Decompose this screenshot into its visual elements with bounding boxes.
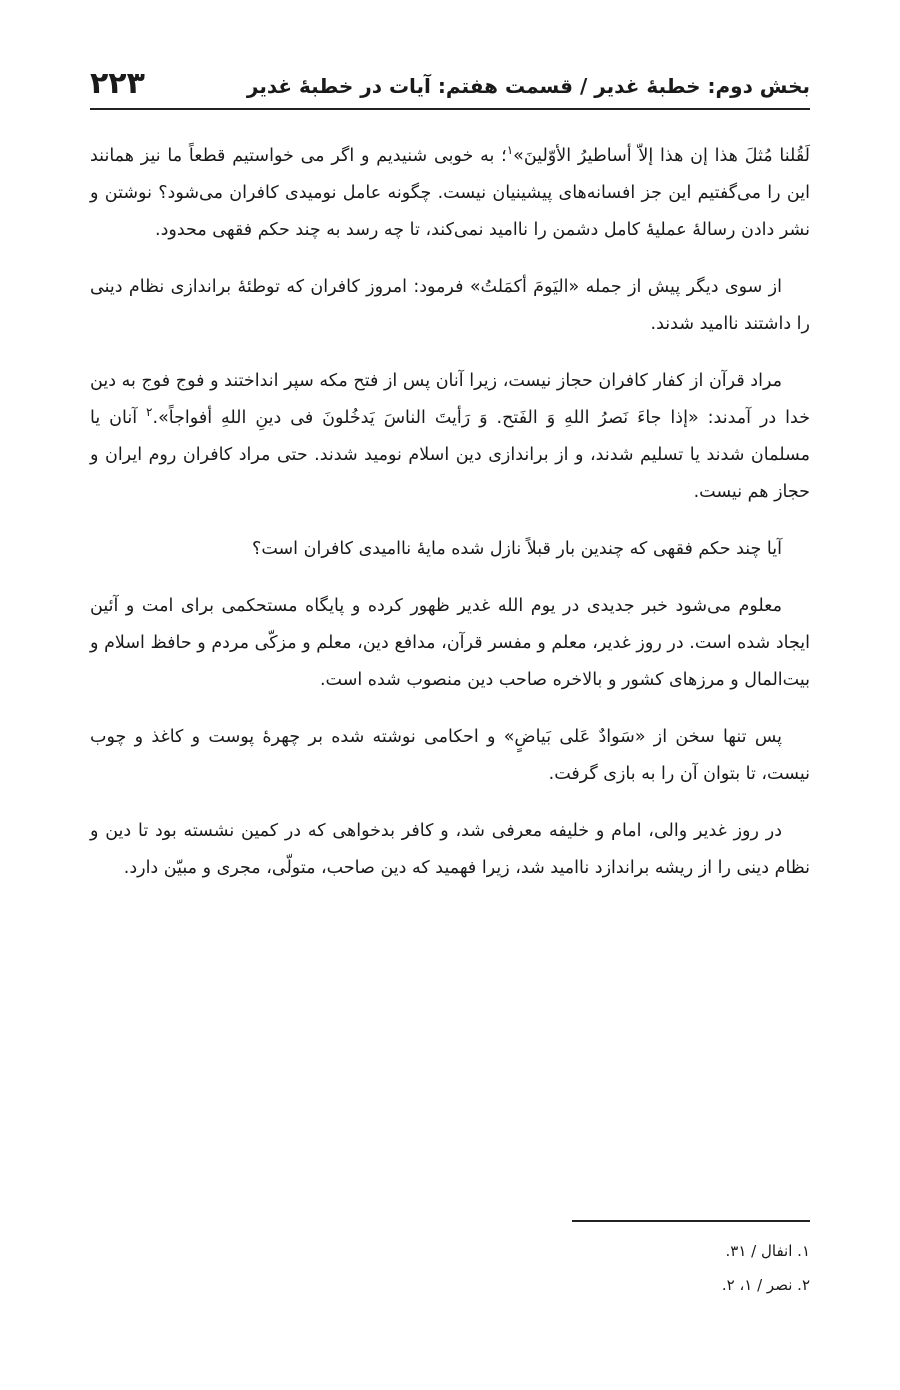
paragraph-text: معلوم می‌شود خبر جدیدی در یوم الله غدیر ظهور کرده و پایگاه مستحکمی برای امت و آئین ایجاد شده است. در روز غدیر، معلم و مفسر قرآن، مدافع دین، معلم و مزکّی مردم و حافظ اسلام و بیت‌المال و مرزهای کشور و بالاخره صاحب دین منصوب شده است.	[90, 596, 810, 690]
paragraph-text: لَقُلنا مُثلَ هذا إن هذا إلاّ أساطیرُ الأوّلینَ»	[513, 146, 810, 166]
running-head: بخش دوم: خطبهٔ غدیر / قسمت هفتم: آیات در خطبهٔ غدیر	[246, 74, 810, 98]
paragraph-text: ؛ به خوبی شنیدیم و اگر می خواستیم قطعاً ما نیز همانند این را می‌گفتیم این جز افسانه‌های پیشینیان نیست. چگونه عامل نومیدی کافران می‌شود؟ نوشتن و نشر دادن رسالهٔ عملیهٔ کامل دشمن را ناامید نمی‌کند، تا چه رسد به چند حکم فقهی محدود.	[90, 146, 810, 240]
paragraph-text: از سوی دیگر پیش از جمله «الیَومَ أکمَلتُ» فرمود: امروز کافران که توطئهٔ براندازی نظام دینی را داشتند ناامید شدند.	[90, 277, 810, 334]
footnote-ref-2[interactable]: ۲	[146, 405, 153, 420]
paragraph-text: در روز غدیر والی، امام و خلیفه معرفی شد، و کافر بدخواهی که در کمین نشسته بود تا دین و نظام دینی را از ریشه براندازد ناامید شد، زیرا فهمید که دین صاحب، متولّی، مجری و مبیّن دارد.	[90, 821, 810, 878]
paragraph-7	[90, 813, 810, 887]
page-number: ۲۲۳	[90, 66, 145, 101]
paragraph-text: آنان یا مسلمان شدند یا تسلیم شدند، و از براندازی دین اسلام نومید شدند. حتی مراد کافران روم ایران و حجاز هم نیست.	[90, 408, 810, 502]
paragraph-text: آیا چند حکم فقهی که چندین بار قبلاً نازل شده مایهٔ ناامیدی کافران است؟	[252, 539, 782, 559]
footnote-ref-1[interactable]: ۱	[506, 143, 514, 158]
footnote-1: ۱. انفال / ۳۱.	[725, 1242, 810, 1260]
body-text	[90, 138, 810, 907]
paragraph-5	[90, 588, 810, 699]
paragraph-text: مراد قرآن از کفار کافران حجاز نیست، زیرا آنان پس از فتح مکه سپر انداختند و فوج فوج به دین خدا در آمدند: «إذا جاءَ نَصرُ اللهِ وَ الفَتح. وَ رَأیتَ الناسَ یَدخُلونَ فی دینِ اللهِ أفواجاً».	[90, 371, 811, 428]
book-page	[90, 0, 810, 1390]
footnote-separator	[572, 1220, 810, 1222]
paragraph-2	[90, 269, 810, 343]
footnote-2: ۲. نصر / ۱، ۲.	[721, 1276, 810, 1294]
page-header	[90, 64, 810, 110]
footnotes	[90, 1234, 810, 1302]
paragraph-4	[90, 531, 810, 568]
paragraph-3	[90, 363, 810, 511]
paragraph-1	[90, 138, 810, 249]
paragraph-6	[90, 719, 810, 793]
paragraph-text: پس تنها سخن از «سَوادٌ عَلی بَیاضٍ» و احکامی نوشته شده بر چهرهٔ پوست و کاغذ و چوب نیست، تا بتوان آن را به بازی گرفت.	[90, 727, 810, 784]
